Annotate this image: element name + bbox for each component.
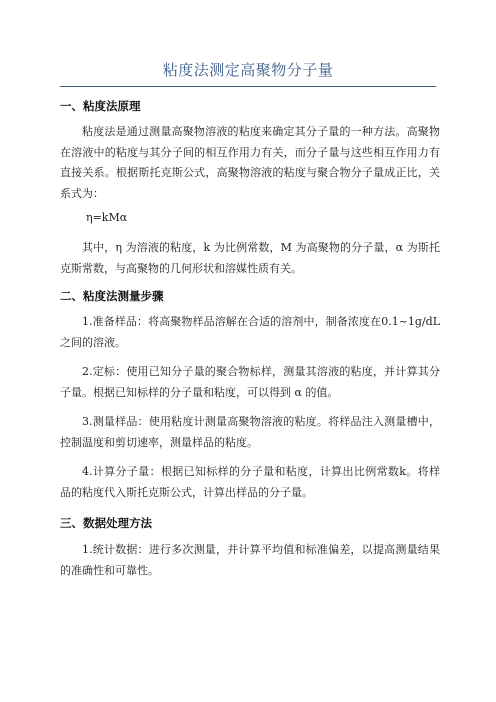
- principle-explanation: 其中，η 为溶液的粘度，k 为比例常数，M 为高聚物的分子量，α 为斯托克斯常数，与高聚物的几何形状和溶媒性质有关。: [60, 241, 440, 275]
- section-heading-principle: 一、粘度法原理: [60, 99, 141, 113]
- section-heading-steps: 二、粘度法测量步骤: [60, 289, 164, 303]
- document-title: 粘度法测定高聚物分子量: [162, 61, 334, 79]
- step-calculate-mw: 4.计算分子量：根据已知标样的分子量和粘度，计算出比例常数k。将样品的粘度代入斯托克斯公式，计算出样品的分子量。: [60, 465, 440, 499]
- principle-paragraph: 粘度法是通过测量高聚物溶液的粘度来确定其分子量的一种方法。高聚物在溶液中的粘度与其分子间的相互作用力有关，而分子量与这些相互作用力有直接关系。根据斯托克斯公式，高聚物溶液的粘度与聚合物分子量成正比，关系式为：: [60, 125, 440, 200]
- step-calibration: 2.定标：使用已知分子量的聚合物标样，测量其溶液的粘度，并计算其分子量。根据已知标样的分子量和粘度，可以得到 α 的值。: [60, 365, 440, 399]
- step-statistics: 1.统计数据：进行多次测量，并计算平均值和标准偏差，以提高测量结果的准确性和可靠性。: [60, 543, 440, 577]
- step-measure-sample: 3.测量样品：使用粘度计测量高聚物溶液的粘度。将样品注入测量槽中，控制温度和剪切速率，测量样品的粘度。: [60, 415, 440, 449]
- formula: η=kMα: [86, 211, 128, 224]
- step-prepare-sample: 1.准备样品：将高聚物样品溶解在合适的溶剂中，制备浓度在0.1~1g/dL之间的溶液。: [60, 315, 440, 349]
- section-heading-data-processing: 三、数据处理方法: [60, 516, 152, 530]
- title-divider: [60, 86, 436, 87]
